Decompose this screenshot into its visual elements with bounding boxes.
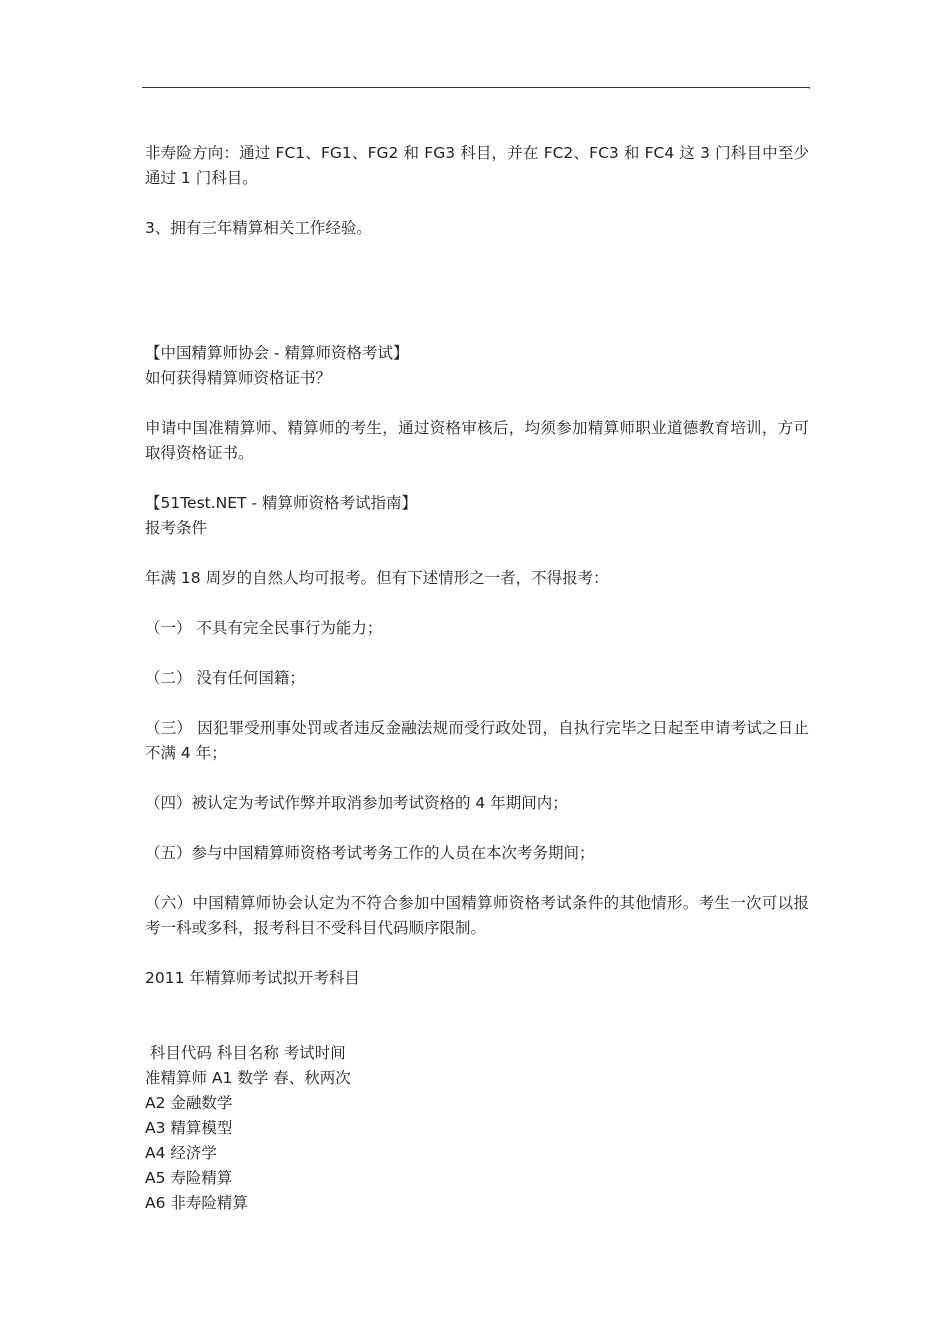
subjects-header: 科目代码 科目名称 考试时间 — [145, 1044, 346, 1062]
caa-heading: 【中国精算师协会 - 精算师资格考试】 — [145, 344, 409, 362]
guide-subtitle: 报考条件 — [145, 519, 208, 537]
subjects-title: 2011 年精算师考试拟开考科目 — [145, 969, 360, 987]
subject-row: A5 寿险精算 — [145, 1169, 233, 1187]
header-mark: , — [808, 80, 812, 91]
condition-4: （四）被认定为考试作弊并取消参加考试资格的 4 年期间内； — [145, 794, 568, 812]
subject-row: A6 非寿险精算 — [145, 1194, 248, 1212]
condition-3: （三） 因犯罪受刑事处罚或者违反金融法规而受行政处罚，自执行完毕之日起至申请考试之日止不满 4 年； — [145, 719, 809, 762]
header-rule — [142, 87, 810, 88]
condition-1: （一） 不具有完全民事行为能力； — [145, 619, 383, 637]
condition-6: （六）中国精算师协会认定为不符合参加中国精算师资格考试条件的其他情形。考生一次可以报考一科或多科，报考科目不受科目代码顺序限制。 — [145, 894, 809, 937]
caa-question: 如何获得精算师资格证书？ — [145, 369, 332, 387]
subject-row: A4 经济学 — [145, 1144, 217, 1162]
caa-answer: 申请中国准精算师、精算师的考生，通过资格审核后，均须参加精算师职业道德教育培训，方可取得资格证书。 — [145, 419, 809, 462]
paragraph-non-life: 非寿险方向：通过 FC1、FG1、FG2 和 FG3 科目，并在 FC2、FC3 和 FC4 这 3 门科目中至少通过 1 门科目。 — [145, 144, 809, 187]
eligibility-paragraph: 年满 18 周岁的自然人均可报考。但有下述情形之一者，不得报考： — [145, 569, 609, 587]
subject-row: A2 金融数学 — [145, 1094, 233, 1112]
condition-5: （五）参与中国精算师资格考试考务工作的人员在本次考务期间； — [145, 844, 595, 862]
document-body — [145, 141, 809, 1216]
subject-row: A3 精算模型 — [145, 1119, 233, 1137]
paragraph-experience: 3、拥有三年精算相关工作经验。 — [145, 219, 372, 237]
subject-row: 准精算师 A1 数学 春、秋两次 — [145, 1069, 351, 1087]
subjects-list — [145, 1041, 809, 1216]
condition-2: （二） 没有任何国籍； — [145, 669, 305, 687]
guide-heading: 【51Test.NET - 精算师资格考试指南】 — [145, 494, 417, 512]
